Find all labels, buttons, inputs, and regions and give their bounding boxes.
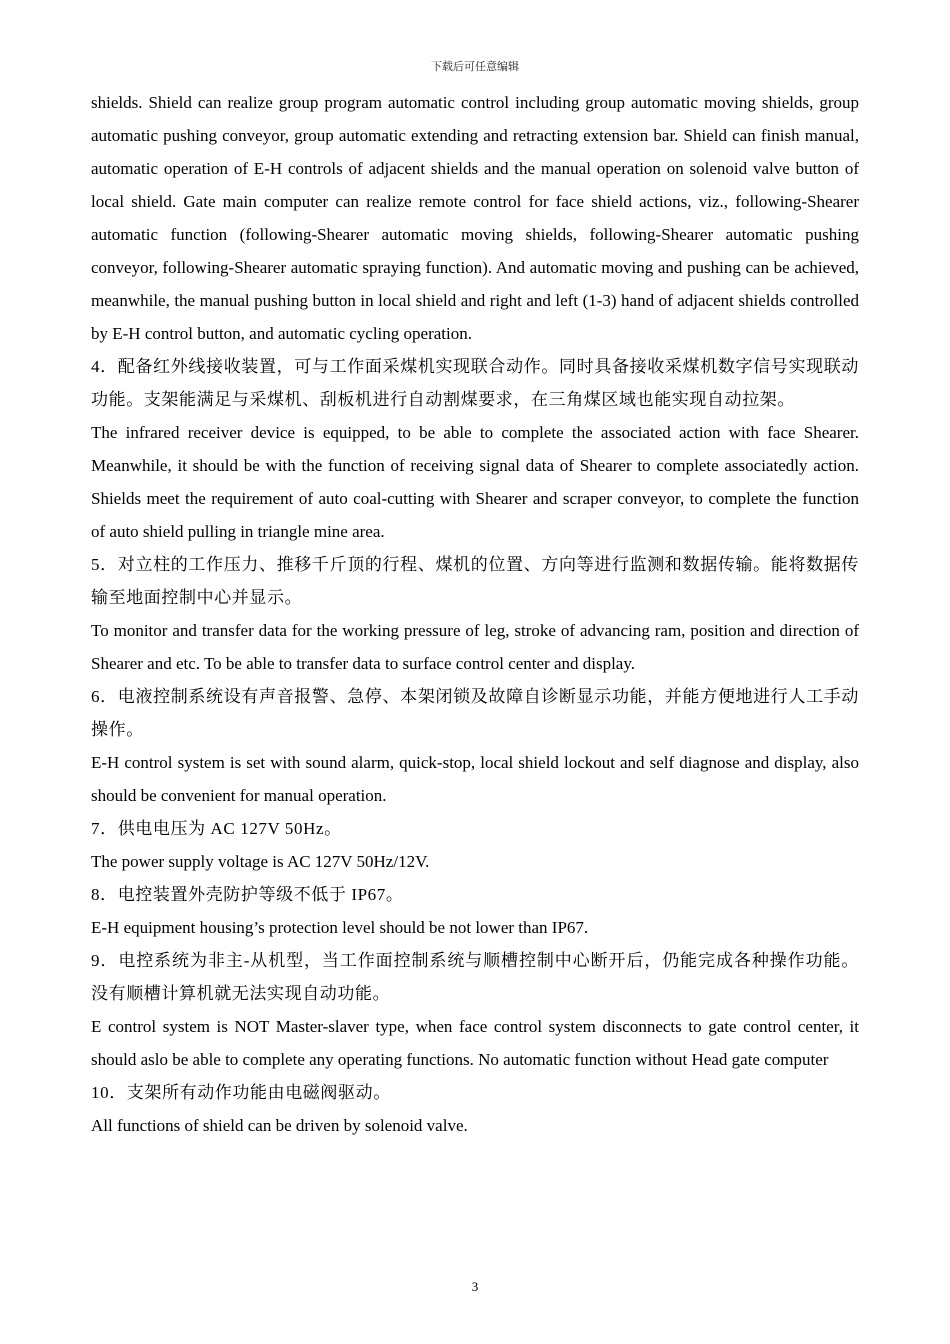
paragraph-en-item-4: The infrared receiver device is equipped, to be able to complete the associated action with face Shearer. Meanwhile, it should be with the function of receiving signal data of Shearer to complete associatedly action. Shields meet the requirement of auto coal-cutting with Shearer and scraper conveyor, to complete the function of auto shield pulling in triangle mine area. <box>91 423 859 541</box>
paragraph-en-item-8: E-H equipment housing’s protection level should be not lower than IP67. <box>91 918 589 937</box>
paragraph-cn-item-4: 4．配备红外线接收装置，可与工作面采煤机实现联合动作。同时具备接收采煤机数字信号实现联动功能。支架能满足与采煤机、刮板机进行自动割煤要求，在三角煤区域也能实现自动拉架。 <box>91 357 859 409</box>
paragraph-cn-item-9: 9．电控系统为非主-从机型，当工作面控制系统与顺槽控制中心断开后，仍能完成各种操作功能。没有顺槽计算机就无法实现自动功能。 <box>91 951 859 1003</box>
document-body <box>91 86 859 1142</box>
paragraph-cn-item-6: 6．电液控制系统设有声音报警、急停、本架闭锁及故障自诊断显示功能，并能方便地进行人工手动操作。 <box>91 687 859 739</box>
paragraph-cn-item-5: 5．对立柱的工作压力、推移千斤顶的行程、煤机的位置、方向等进行监测和数据传输。能将数据传输至地面控制中心并显示。 <box>91 555 859 607</box>
page-header: 下载后可任意编辑 <box>431 61 519 73</box>
paragraph-en-item-6: E-H control system is set with sound alarm, quick-stop, local shield lockout and self diagnose and display, also should be convenient for manual operation. <box>91 753 859 805</box>
paragraph-cn-item-8: 8．电控装置外壳防护等级不低于 IP67。 <box>91 885 404 904</box>
paragraph-en-item-5: To monitor and transfer data for the working pressure of leg, stroke of advancing ram, position and direction of Shearer and etc. To be able to transfer data to surface control center and display. <box>91 621 859 673</box>
page-number: 3 <box>471 1279 479 1294</box>
paragraph-cn-item-7: 7．供电电压为 AC 127V 50Hz。 <box>91 819 342 838</box>
paragraph-en-shield-control: shields. Shield can realize group program automatic control including group automatic moving shields, group automatic pushing conveyor, group automatic extending and retracting extension bar. Shield can finish manual, automatic operation of E-H controls of adjacent shields and the manual operation on solenoid valve button of local shield. Gate main computer can realize remote control for face shield actions, viz., following-Shearer automatic function (following-Shearer automatic moving shields, following-Shearer automatic pushing conveyor, following-Shearer automatic spraying function). And automatic moving and pushing can be achieved, meanwhile, the manual pushing button in local shield and right and left (1-3) hand of adjacent shields controlled by E-H control button, and automatic cycling operation. <box>91 93 859 343</box>
paragraph-cn-item-10: 10．支架所有动作功能由电磁阀驱动。 <box>91 1083 391 1102</box>
paragraph-en-item-7: The power supply voltage is AC 127V 50Hz/12V. <box>91 852 430 871</box>
paragraph-en-item-9: E control system is NOT Master-slaver type, when face control system disconnects to gate control center, it should aslo be able to complete any operating functions. No automatic function without Head gate computer <box>91 1017 859 1069</box>
paragraph-en-item-10: All functions of shield can be driven by solenoid valve. <box>91 1116 468 1135</box>
